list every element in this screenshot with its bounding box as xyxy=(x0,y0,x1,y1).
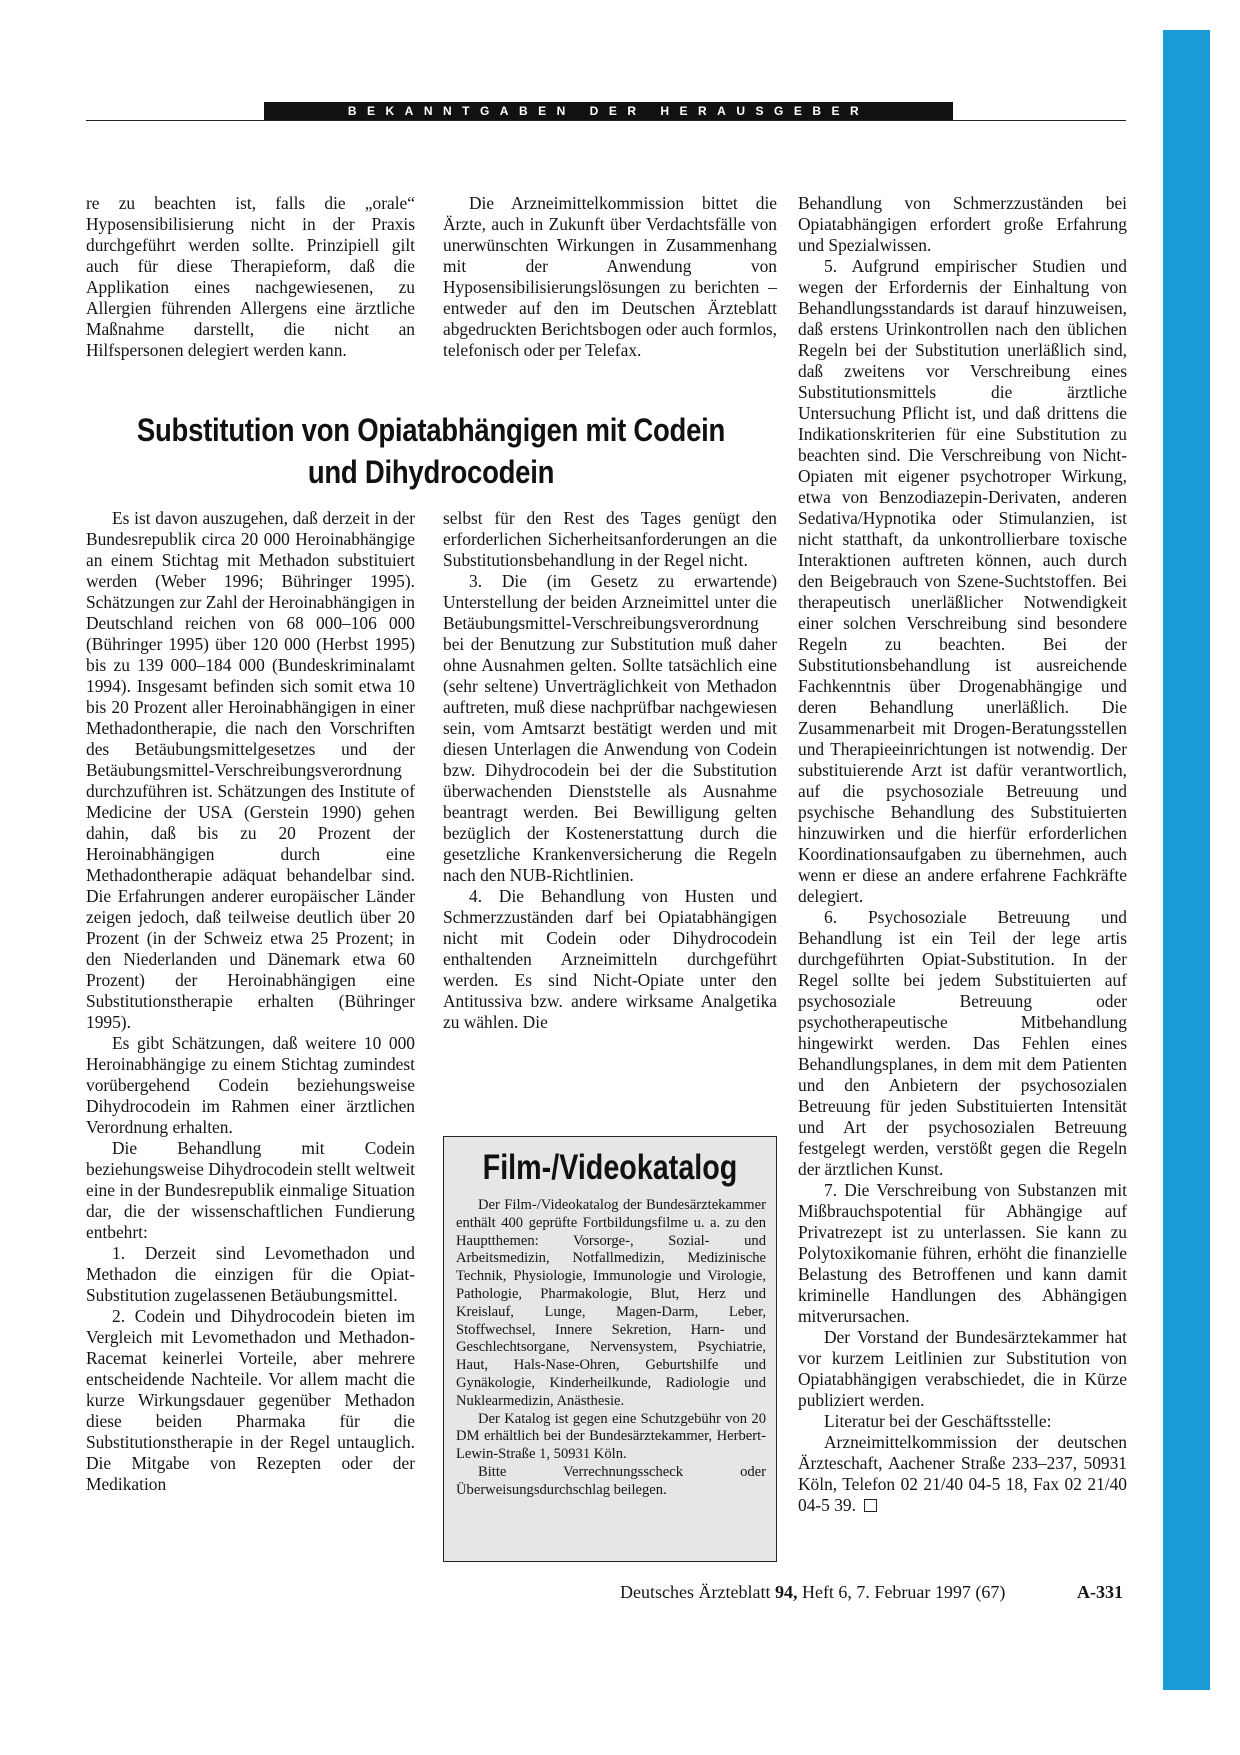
paragraph: selbst für den Rest des Tages genügt den erforderlichen Sicherheitsanforderungen an die Substitutionsbehandlung in der Regel nicht. xyxy=(443,508,777,570)
paragraph: Behandlung von Schmerzzuständen bei Opiatabhängigen erfordert große Erfahrung und Spezialwissen. xyxy=(798,193,1127,255)
page-number: A-331 xyxy=(1077,1582,1123,1602)
paragraph: Die Behandlung mit Codein beziehungsweise Dihydrocodein stellt weltweit eine in der Bundesrepublik einmalige Situation dar, die der wissenschaftlichen Fundierung entbehrt: xyxy=(86,1138,415,1242)
film-video-catalog-box xyxy=(443,1136,777,1562)
paragraph: Die Arzneimittelkommission bittet die Ärzte, auch in Zukunft über Verdachtsfälle von unerwünschten Wirkungen in Zusammenhang mit der Anwendung von Hyposensibilisierungslösungen zu berichten – entweder auf den im Deutschen Ärzteblatt abgedruckten Berichtsbogen oder auch formlos, telefonisch oder per Telefax. xyxy=(443,193,777,360)
top-column-1 xyxy=(86,193,415,361)
paragraph: Der Vorstand der Bundesärztekammer hat vor kurzem Leitlinien zur Substitution von Opiatabhängigen verabschiedet, die in Kürze publiziert werden. xyxy=(798,1327,1127,1410)
section-header: BEKANNTGABEN DER HERAUSGEBER xyxy=(264,102,953,120)
paragraph: Es gibt Schätzungen, daß weitere 10 000 Heroinabhängige zu einem Stichtag zumindest vorübergehend Codein beziehungsweise Dihydrocodein im Rahmen einer ärztlichen Verordnung erhalten. xyxy=(86,1033,415,1137)
paragraph: 3. Die (im Gesetz zu erwartende) Unterstellung der beiden Arzneimittel unter die Betäubungsmittel-Verschreibungsverordnung bei der Benutzung zur Substitution muß daher ohne Ausnahmen gelten. Sollte tatsächlich eine (sehr seltene) Unverträglichkeit von Methadon auftreten, muß diese nachprüfbar nachgewiesen sein, vom Amtsarzt bestätigt werden und mit diesen Unterlagen die Anwendung von Codein bzw. Dihydrocodein bei der die Substitution überwachenden Dienststelle als Ausnahme beantragt werden. Bei Bewilligung gelten bezüglich der Kostenerstattung durch die gesetzliche Krankenversicherung die Regeln nach den NUB-Richtlinien. xyxy=(443,571,777,885)
paragraph: 5. Aufgrund empirischer Studien und wegen der Erfordernis der Einhaltung von Behandlungsstandards ist darauf hinzuweisen, daß erstens Urinkontrollen nach den üblichen Regeln bei der Substitution unerläßlich sind, daß zweitens vor Verschreibung eines Substitutionsmittels die ärztliche Untersuchung Pflicht ist, und daß drittens die Indikationskriterien für eine Substitution zu beachten sind. Die Verschreibung von Nicht-Opiaten mit eigener psychotroper Wirkung, etwa von Benzodiazepin-Derivaten, anderen Sedativa/Hypnotika oder Stimulanzien, ist nicht statthaft, da unkontrollierbare toxische Interaktionen auftreten können, auch durch den Beigebrauch von Szene-Suchtstoffen. Bei therapeutisch unerläßlicher Notwendigkeit einer solchen Verschreibung sind besondere Regeln zu beachten. Bei der Substitutionsbehandlung ist ausreichende Fachkenntnis über Drogenabhängige und deren Behandlung unerläßlich. Die Zusammenarbeit mit Drogen-Beratungsstellen und Therapieeinrichtungen ist notwendig. Der substituierende Arzt ist dafür verantwortlich, auf die psychosoziale Betreuung und psychische Behandlung des Substituierten hinzuwirken und die hierfür erforderlichen Koordinationsaufgaben zu übernehmen, auch wenn er diese an andere erfahrene Fachkräfte delegiert. xyxy=(798,256,1127,906)
end-square-icon xyxy=(864,1499,877,1512)
paragraph: 4. Die Behandlung von Husten und Schmerzzuständen darf bei Opiatabhängigen nicht mit Codein oder Dihydrocodein enthaltenden Arzneimitteln durchgeführt werden. Es sind Nicht-Opiate unter den Antitussiva bzw. andere wirksame Analgetika zu wählen. Die xyxy=(443,886,777,1032)
box-body xyxy=(456,1197,766,1500)
paragraph: 2. Codein und Dihydrocodein bieten im Vergleich mit Levomethadon und Methadon-Racemat keinerlei Vorteile, aber mehrere entscheidende Nachteile. Vor allem macht die kurze Wirkungsdauer gegenüber Methadon diese beiden Pharmaka für die Substitutionstherapie in der Regel untauglich. Die Mitgabe von Rezepten oder der Medikation xyxy=(86,1306,415,1494)
box-paragraph: Der Film-/Videokatalog der Bundesärztekammer enthält 400 geprüfte Fortbildungsfilme u. a. zu den Hauptthemen: Vorsorge-, Sozial- und Arbeitsmedizin, Notfallmedizin, Medizinische Technik, Physiologie, Immunologie und Virologie, Pathologie, Pharmakologie, Blut, Herz und Kreislauf, Lunge, Magen-Darm, Leber, Stoffwechsel, Innere Sekretion, Harn- und Geschlechtsorgane, Nervensystem, Psychiatrie, Haut, Hals-Nase-Ohren, Geburtshilfe und Gynäkologie, Kinderheilkunde, Radiologie und Nuklearmedizin, Anästhesie. xyxy=(456,1197,766,1409)
journal-issue: Heft 6, 7. Februar 1997 (67) xyxy=(801,1582,1006,1602)
paragraph: Es ist davon auszugehen, daß derzeit in der Bundesrepublik circa 20 000 Heroinabhängige an einem Stichtag mit Methadon substituiert werden (Weber 1996; Bühringer 1995). Schätzungen zur Zahl der Heroinabhängigen in Deutschland reichen von 68 000–106 000 (Bühringer 1995) über 120 000 (Herbst 1995) bis zu 139 000–184 000 (Bundeskriminalamt 1994). Insgesamt befinden sich somit etwa 10 bis 20 Prozent aller Heroinabhängigen in einer Methadontherapie, die nach den Vorschriften des Betäubungsmittelgesetzes und der Betäubungsmittel-Verschreibungsverordnung durchzuführen ist. Schätzungen des Institute of Medicine der USA (Gerstein 1990) gehen dahin, daß bis zu 20 Prozent der Heroinabhängigen durch eine Methadontherapie adäquat behandelbar sind. Die Erfahrungen anderer europäischer Länder zeigen jedoch, daß teilweise deutlich über 20 Prozent (in der Schweiz etwa 25 Prozent; in den Niederlanden und Dänemark etwa 60 Prozent) der Heroinabhängigen eine Substitutionstherapie erhalten (Bühringer 1995). xyxy=(86,508,415,1032)
article-column-3 xyxy=(798,193,1127,1516)
contact-address xyxy=(798,1432,1127,1516)
box-paragraph: Der Katalog ist gegen eine Schutzgebühr von 20 DM erhältlich bei der Bundesärztekammer, Herbert-Lewin-Straße 1, 50931 Köln. xyxy=(456,1410,766,1463)
box-paragraph: Bitte Verrechnungsscheck oder Überweisungsdurchschlag beilegen. xyxy=(456,1463,766,1498)
article-title xyxy=(134,409,727,493)
article-column-2 xyxy=(443,508,777,1033)
contact-text: Arzneimittelkommission der deutschen Ärzteschaft, Aachener Straße 233–237, 50931 Köln, Telefon 02 21/40 04-5 18, Fax 02 21/40 04-5 39. xyxy=(798,1432,1127,1515)
paragraph: 7. Die Verschreibung von Substanzen mit Mißbrauchspotential für Abhängige auf Privatrezept ist zu unterlassen. Sie kann zu Polytoxikomanie führen, erhöht die finanzielle Belastung des Betroffenen und kann damit kriminelle Handlungen des Abhängigen mitverursachen. xyxy=(798,1180,1127,1326)
journal-name: Deutsches Ärzteblatt xyxy=(620,1582,771,1602)
top-column-2 xyxy=(443,193,777,361)
journal-volume: 94, xyxy=(774,1582,798,1602)
article-title-line-2: und Dihydrocodein xyxy=(307,454,555,490)
literature-label: Literatur bei der Geschäftsstelle: xyxy=(824,1411,1052,1431)
header-rule xyxy=(86,120,1126,121)
article-title-line-1: Substitution von Opiatabhängigen mit Codein xyxy=(136,412,726,448)
paragraph: re zu beachten ist, falls die „orale“ Hyposensibilisierung nicht in der Praxis durchgeführt werden sollte. Prinzipiell gilt auch für diese Therapieform, daß die Applikation eines nachgewiesenen, zu Allergien führenden Allergens eine ärztliche Maßnahme darstellt, die nicht an Hilfspersonen delegiert werden kann. xyxy=(86,193,415,360)
article-column-1 xyxy=(86,508,415,1495)
side-color-bar xyxy=(1163,30,1210,1690)
paragraph: 6. Psychosoziale Betreuung und Behandlung ist ein Teil der lege artis durchgeführten Opiat-Substitution. In der Regel sollte bei jedem Substituierten auf psychosoziale Betreuung oder psychotherapeutische Mitbehandlung hingewirkt werden. Das Fehlen eines Behandlungsplanes, in dem mit dem Patienten und den Anbietern der psychosozialen Betreuung für jeden Substituierten Intensität und Art der psychosozialen Betreuung festgelegt werden, verstößt gegen die Regeln der ärztlichen Kunst. xyxy=(798,907,1127,1179)
journal-citation xyxy=(620,1582,1005,1603)
box-title: Film-/Videokatalog xyxy=(482,1148,738,1187)
paragraph: 1. Derzeit sind Levomethadon und Methadon die einzigen für die Opiat-Substitution zugelassenen Betäubungsmittel. xyxy=(86,1243,415,1305)
literature-reference xyxy=(798,1411,1127,1432)
